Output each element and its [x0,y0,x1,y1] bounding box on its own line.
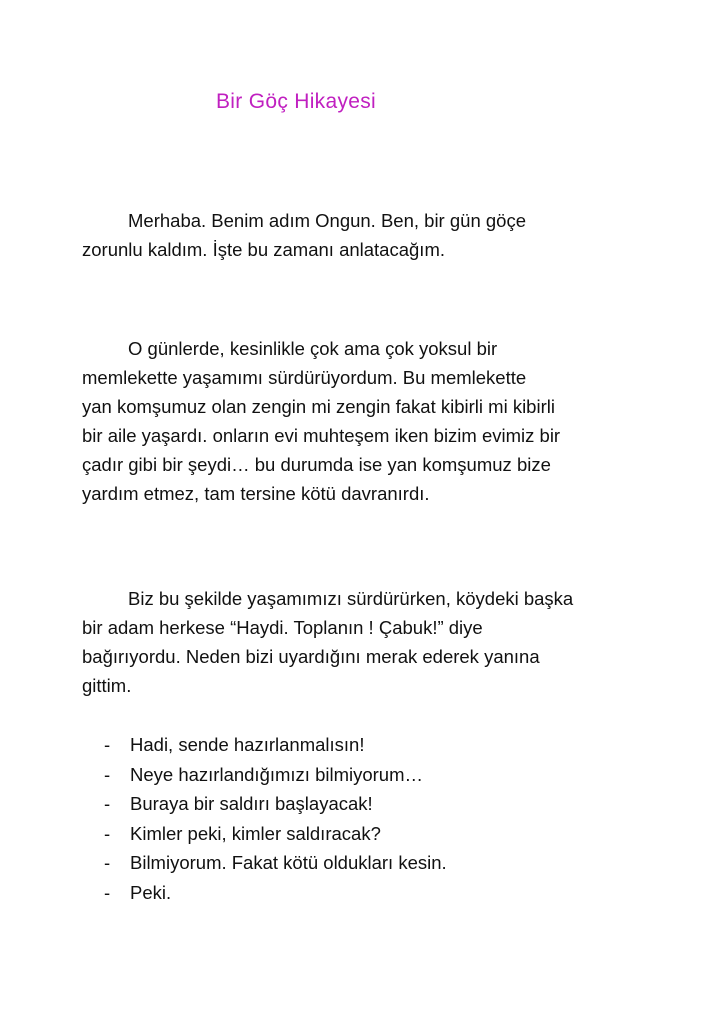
dialogue-line [104,878,447,908]
dialogue-text: Hadi, sende hazırlanmalısın! [130,734,365,755]
paragraph-line: memlekette yaşamımı sürdürüyordum. Bu memlekette [82,367,527,388]
paragraph-line: zorunlu kaldım. İşte bu zamanı anlatacağım. [82,239,445,260]
paragraph-line: bir aile yaşardı. onların evi muhteşem iken bizim evimiz bir [82,425,561,446]
paragraph-line: Biz bu şekilde yaşamımızı sürdürürken, köydeki başka [128,588,574,609]
dialogue-dash: - [104,881,111,903]
document-title: Bir Göç Hikayesi [216,90,377,113]
paragraph-line: gittim. [82,675,132,696]
dialogue-text: Bilmiyorum. Fakat kötü oldukları kesin. [130,852,447,873]
paragraph-line: yardım etmez, tam tersine kötü davranırdı. [82,483,430,504]
dialogue-dash: - [104,852,111,873]
paragraph-intro [82,206,662,264]
paragraph-line: çadır gibi bir şeydi… bu durumda ise yan komşumuz bize [82,454,551,475]
dialogue-line [104,819,447,849]
dialogue-dash: - [104,763,111,785]
dialogue-line [104,760,447,790]
paragraph-line: bir adam herkese “Haydi. Toplanın ! Çabuk!” diye [82,617,483,638]
dialogue-dash: - [104,822,111,844]
dialogue-list [104,730,447,907]
paragraph-line: O günlerde, kesinlikle çok ama çok yoksul bir [128,338,498,359]
paragraph-poverty [82,334,662,508]
dialogue-text: Neye hazırlandığımızı bilmiyorum… [130,763,424,785]
dialogue-line [104,730,447,760]
dialogue-line [104,789,447,819]
dialogue-line [104,848,447,878]
dialogue-dash: - [104,793,111,814]
paragraph-warning [82,584,662,700]
dialogue-dash: - [104,734,111,755]
paragraph-line: bağırıyordu. Neden bizi uyardığını merak ederek yanına [82,646,540,667]
paragraph-line: Merhaba. Benim adım Ongun. Ben, bir gün göçe [128,210,526,231]
dialogue-text: Peki. [130,881,172,903]
dialogue-text: Buraya bir saldırı başlayacak! [130,793,373,814]
dialogue-text: Kimler peki, kimler saldıracak? [130,822,381,844]
paragraph-line: yan komşumuz olan zengin mi zengin fakat kibirli mi kibirli [82,396,555,417]
